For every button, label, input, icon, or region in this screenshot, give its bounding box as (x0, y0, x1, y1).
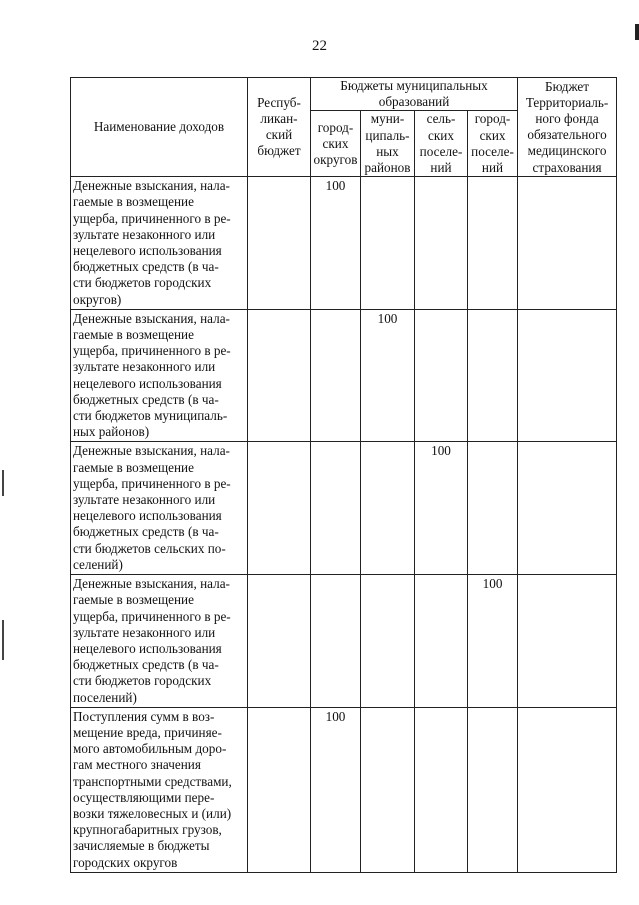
revenue-name-cell: Денежные взыскания, нала- гаемые в возмещение ущерба, причиненного в ре- зультате незаконного или нецелевого использования бюджетных средств (в ча- сти бюджетов сельских по- селений) (71, 442, 248, 575)
value-cell-city-districts (311, 309, 361, 442)
value-cell-municipal-districts (361, 442, 415, 575)
header-revenue-name: Наименование доходов (71, 78, 248, 177)
header-city-districts: город- ских округов (311, 111, 361, 177)
revenue-name-cell: Денежные взыскания, нала- гаемые в возмещение ущерба, причиненного в ре- зультате незаконного или нецелевого использования бюджетных средств (в ча- сти бюджетов городских поселений) (71, 575, 248, 708)
scan-margin-mark (2, 470, 4, 496)
revenue-distribution-table (70, 77, 617, 873)
scan-edge-mark (635, 24, 639, 40)
value-cell-territorial-fund (518, 442, 617, 575)
value-cell-city-districts (311, 575, 361, 708)
table-body (71, 177, 617, 873)
value-cell-republic (248, 177, 311, 310)
table-row (71, 177, 617, 310)
value-cell-urban-settlements: 100 (468, 575, 518, 708)
value-cell-municipal-districts (361, 707, 415, 872)
header-municipal-budgets: Бюджеты муниципальных образований (311, 78, 518, 111)
value-cell-municipal-districts: 100 (361, 309, 415, 442)
table-row (71, 442, 617, 575)
value-cell-republic (248, 707, 311, 872)
value-cell-urban-settlements (468, 177, 518, 310)
value-cell-territorial-fund (518, 177, 617, 310)
table-row (71, 309, 617, 442)
value-cell-rural-settlements (415, 575, 468, 708)
value-cell-municipal-districts (361, 177, 415, 310)
value-cell-rural-settlements (415, 707, 468, 872)
value-cell-territorial-fund (518, 575, 617, 708)
value-cell-republic (248, 575, 311, 708)
value-cell-urban-settlements (468, 309, 518, 442)
value-cell-urban-settlements (468, 707, 518, 872)
value-cell-rural-settlements: 100 (415, 442, 468, 575)
header-urban-settlements: город- ских поселе- ний (468, 111, 518, 177)
scan-margin-mark (2, 620, 4, 660)
table-row (71, 707, 617, 872)
table-row (71, 575, 617, 708)
revenue-name-cell: Денежные взыскания, нала- гаемые в возмещение ущерба, причиненного в ре- зультате незаконного или нецелевого использования бюджетных средств (в ча- сти бюджетов городских округов) (71, 177, 248, 310)
value-cell-city-districts: 100 (311, 177, 361, 310)
page-number: 22 (312, 38, 327, 54)
header-territorial-fund: Бюджет Территориаль- ного фонда обязательного медицинского страхования (518, 78, 617, 177)
value-cell-rural-settlements (415, 309, 468, 442)
value-cell-municipal-districts (361, 575, 415, 708)
value-cell-city-districts: 100 (311, 707, 361, 872)
value-cell-republic (248, 442, 311, 575)
header-republic-budget: Респуб- ликан- ский бюджет (248, 78, 311, 177)
value-cell-territorial-fund (518, 309, 617, 442)
revenue-name-cell: Денежные взыскания, нала- гаемые в возмещение ущерба, причиненного в ре- зультате незаконного или нецелевого использования бюджетных средств (в ча- сти бюджетов муниципаль- ных районов) (71, 309, 248, 442)
value-cell-territorial-fund (518, 707, 617, 872)
value-cell-city-districts (311, 442, 361, 575)
value-cell-urban-settlements (468, 442, 518, 575)
revenue-name-cell: Поступления сумм в воз- мещение вреда, причиняе- мого автомобильным доро- гам местного значения транспортными средствами, осуществляющими пере- возки тяжеловесных и (или) крупногабаритных грузов, зачисляемые в бюджеты городских округов (71, 707, 248, 872)
header-municipal-districts: муни- ципаль- ных районов (361, 111, 415, 177)
value-cell-republic (248, 309, 311, 442)
value-cell-rural-settlements (415, 177, 468, 310)
header-rural-settlements: сель- ских поселе- ний (415, 111, 468, 177)
